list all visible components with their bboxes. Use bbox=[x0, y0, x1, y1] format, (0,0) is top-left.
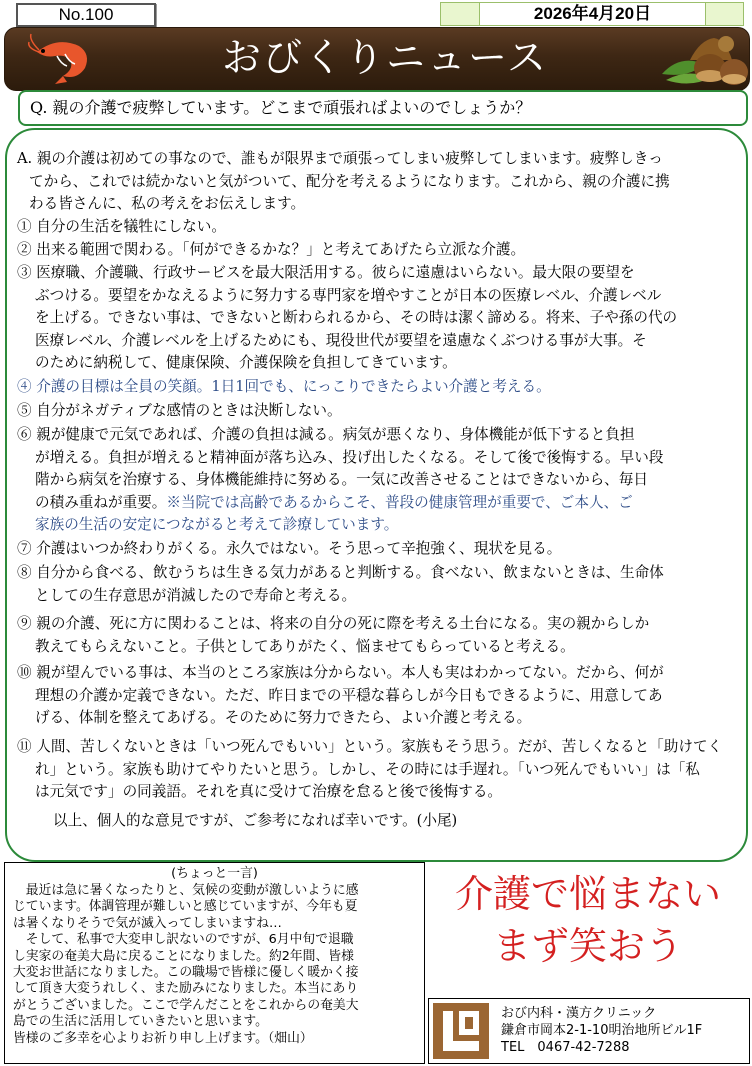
text-line: A. 親の介護は初めての事なので、誰もが限界まで頑張ってしまい疲弊してしまいます。疲弊しきっ bbox=[17, 150, 663, 167]
text-line: 医療レベル、介護レベルを上げるためにも、現役世代が要望を遠慮なくぶつける事が大事。そ bbox=[35, 331, 647, 349]
text-line: ⑨ 親の介護、死に方に関わることは、将来の自分の死に際を考える土台になる。実の親からしか bbox=[17, 615, 650, 632]
title-banner bbox=[4, 27, 750, 91]
text-line: が増える。負担が増えると精神面が落ち込み、投げ出したくなる。そして後で後悔する。早い段 bbox=[35, 448, 664, 466]
point-9 bbox=[17, 613, 649, 658]
chestnut-icon bbox=[660, 34, 750, 88]
question-text: Q. 親の介護で疲弊しています。どこまで頑張ればよいのでしょうか？ bbox=[30, 98, 532, 117]
slogan bbox=[432, 868, 744, 978]
slogan-line: まず笑おう bbox=[492, 924, 683, 968]
answer-intro bbox=[17, 148, 670, 216]
clinic-info-box bbox=[428, 998, 750, 1064]
text-line: は暑くなりそうで気が滅入ってしまいますね… bbox=[13, 915, 282, 931]
shrimp-icon bbox=[27, 32, 97, 88]
clinic-phone: TEL 0467-42-7288 bbox=[501, 1040, 630, 1055]
text-line: そして、私事で大変申し訳ないのですが、6月中旬で退職 bbox=[13, 932, 354, 948]
closing-text: 以上、個人的な意見ですが、ご参考になれば幸いです。(小尾) bbox=[53, 812, 458, 829]
point-5: ⑤ 自分がネガティブな感情のときは決断しない。 bbox=[17, 402, 342, 419]
newsletter-title: おびくりニュース bbox=[221, 36, 549, 81]
point-2: ② 出来る範囲で関わる。「何ができるかな？」と考えてあげたら立派な介護。 bbox=[17, 241, 526, 258]
point-10 bbox=[17, 662, 664, 730]
date-band bbox=[440, 2, 744, 26]
clinic-logo-icon bbox=[433, 1003, 489, 1059]
text-line: ⑩ 親が望んでいる事は、本当のところ家族は分からない。本人も実はわかってない。だから、何が bbox=[17, 664, 664, 681]
text-line: 大変お世話になりました。この職場で皆様に優しく暖かく接 bbox=[13, 965, 359, 981]
text-line: がとうございました。ここで学んだことをこれからの奄美大 bbox=[13, 997, 359, 1013]
text-line: げる、体制を整えてあげる。そのために努力できたら、よい介護と考える。 bbox=[35, 709, 532, 727]
text-line: 教えてもらえないこと。子供としてありがたく、悩ませてもらっていると考える。 bbox=[35, 637, 575, 655]
text-line: ぶつける。要望をかなえるように努力する専門家を増やすことが日本の医療レベル、介護レベル bbox=[35, 286, 662, 304]
clinic-name: おび内科・漢方クリニック bbox=[501, 1006, 657, 1021]
clinic-address: 鎌倉市岡本2-1-10明治地所ビル1F bbox=[501, 1023, 703, 1038]
column-body bbox=[13, 883, 418, 1047]
point-8 bbox=[17, 562, 664, 607]
text-line: 最近は急に暑くなったりと、気候の変動が激しいように感 bbox=[13, 883, 359, 898]
column-heading: (ちょっと一言) bbox=[171, 866, 258, 881]
point-3 bbox=[17, 262, 677, 375]
clinic-info bbox=[501, 1005, 702, 1056]
text-line: ⑧ 自分から食べる、飲むうちは生きる気力があると判断する。食べない、飲まないときは、生命体 bbox=[17, 564, 664, 581]
text-line: れ」という。家族も助けてやりたいと思う。しかし、その時には手遅れ。「いつ死んでもいい」は「私 bbox=[35, 760, 700, 778]
clinic-note: 家族の生活の安定につながると考えて診療しています。 bbox=[35, 516, 399, 534]
text-line: てから、これでは続かないと気がついて、配分を考えるようになります。これから、親の介護に携 bbox=[29, 172, 670, 190]
point-6 bbox=[17, 424, 663, 537]
slogan-line: 介護で悩まない bbox=[454, 872, 721, 916]
text-line: 理想の介護か定義できない。ただ、昨日までの平穏な暮らしが今日もできるように、用意してあ bbox=[35, 686, 663, 704]
text-line: ③ 医療職、介護職、行政サービスを最大限活用する。彼らに遠慮はいらない。最大限の要望を bbox=[17, 264, 635, 281]
staff-column bbox=[4, 862, 425, 1064]
text-line: を上げる。できない事は、できないと断わられるから、その時は潔く諦める。将来、子や孫の代の bbox=[35, 309, 678, 327]
text-line: は元気です」の同義語。それを真に受けて治療を怠ると後で後悔する。 bbox=[35, 783, 503, 801]
answer-box bbox=[5, 128, 748, 862]
text-line: 皆様のご多幸を心よりお祈り申し上げます。（畑山） bbox=[13, 1030, 313, 1046]
point-1: ① 自分の生活を犠牲にしない。 bbox=[17, 218, 226, 235]
text-line: としての生存意思が消滅したので寿命と考える。 bbox=[35, 586, 357, 604]
question-box bbox=[18, 90, 748, 126]
point-4: ④ 介護の目標は全員の笑顔。1日1回でも、にっこりできたらよい介護と考える。 bbox=[17, 378, 551, 395]
text-line: ⑥ 親が健康で元気であれば、介護の負担は減る。病気が悪くなり、身体機能が低下すると負担 bbox=[17, 426, 635, 443]
text-line: 階から病気を治療する、身体機能維持に努める。一気に改善させることはできないから、毎日 bbox=[35, 471, 648, 489]
text-line: わる皆さんに、私の考えをお伝えします。 bbox=[29, 195, 306, 213]
text-line: の積み重ねが重要。 bbox=[35, 493, 167, 511]
text-line: じています。体調管理が難しいと感じていますが、今年も夏 bbox=[13, 899, 358, 915]
issue-date: 2026年4月20日 bbox=[479, 3, 706, 25]
text-line: 島での生活に活用していきたいと思います。 bbox=[13, 1014, 268, 1030]
text-line: し実家の奄美大島に戻ることになりました。約2年間、皆様 bbox=[13, 948, 354, 964]
point-7: ⑦ 介護はいつか終わりがくる。永久ではない。そう思って辛抱強く、現状を見る。 bbox=[17, 540, 562, 557]
clinic-note: ※当院では高齢であるからこそ、普段の健康管理が重要で、ご本人、ご bbox=[166, 493, 633, 511]
text-line: のために納税して、健康保険、介護保険を負担してきています。 bbox=[35, 354, 457, 372]
text-line: して頂き大変うれしく、また励みになりました。本当にあり bbox=[13, 981, 359, 997]
text-line: ⑪ 人間、苦しくないときは「いつ死んでもいい」という。家族もそう思う。だが、苦しくなると「助けてく bbox=[17, 738, 723, 755]
issue-number: No.100 bbox=[16, 3, 156, 27]
point-11 bbox=[17, 736, 722, 804]
